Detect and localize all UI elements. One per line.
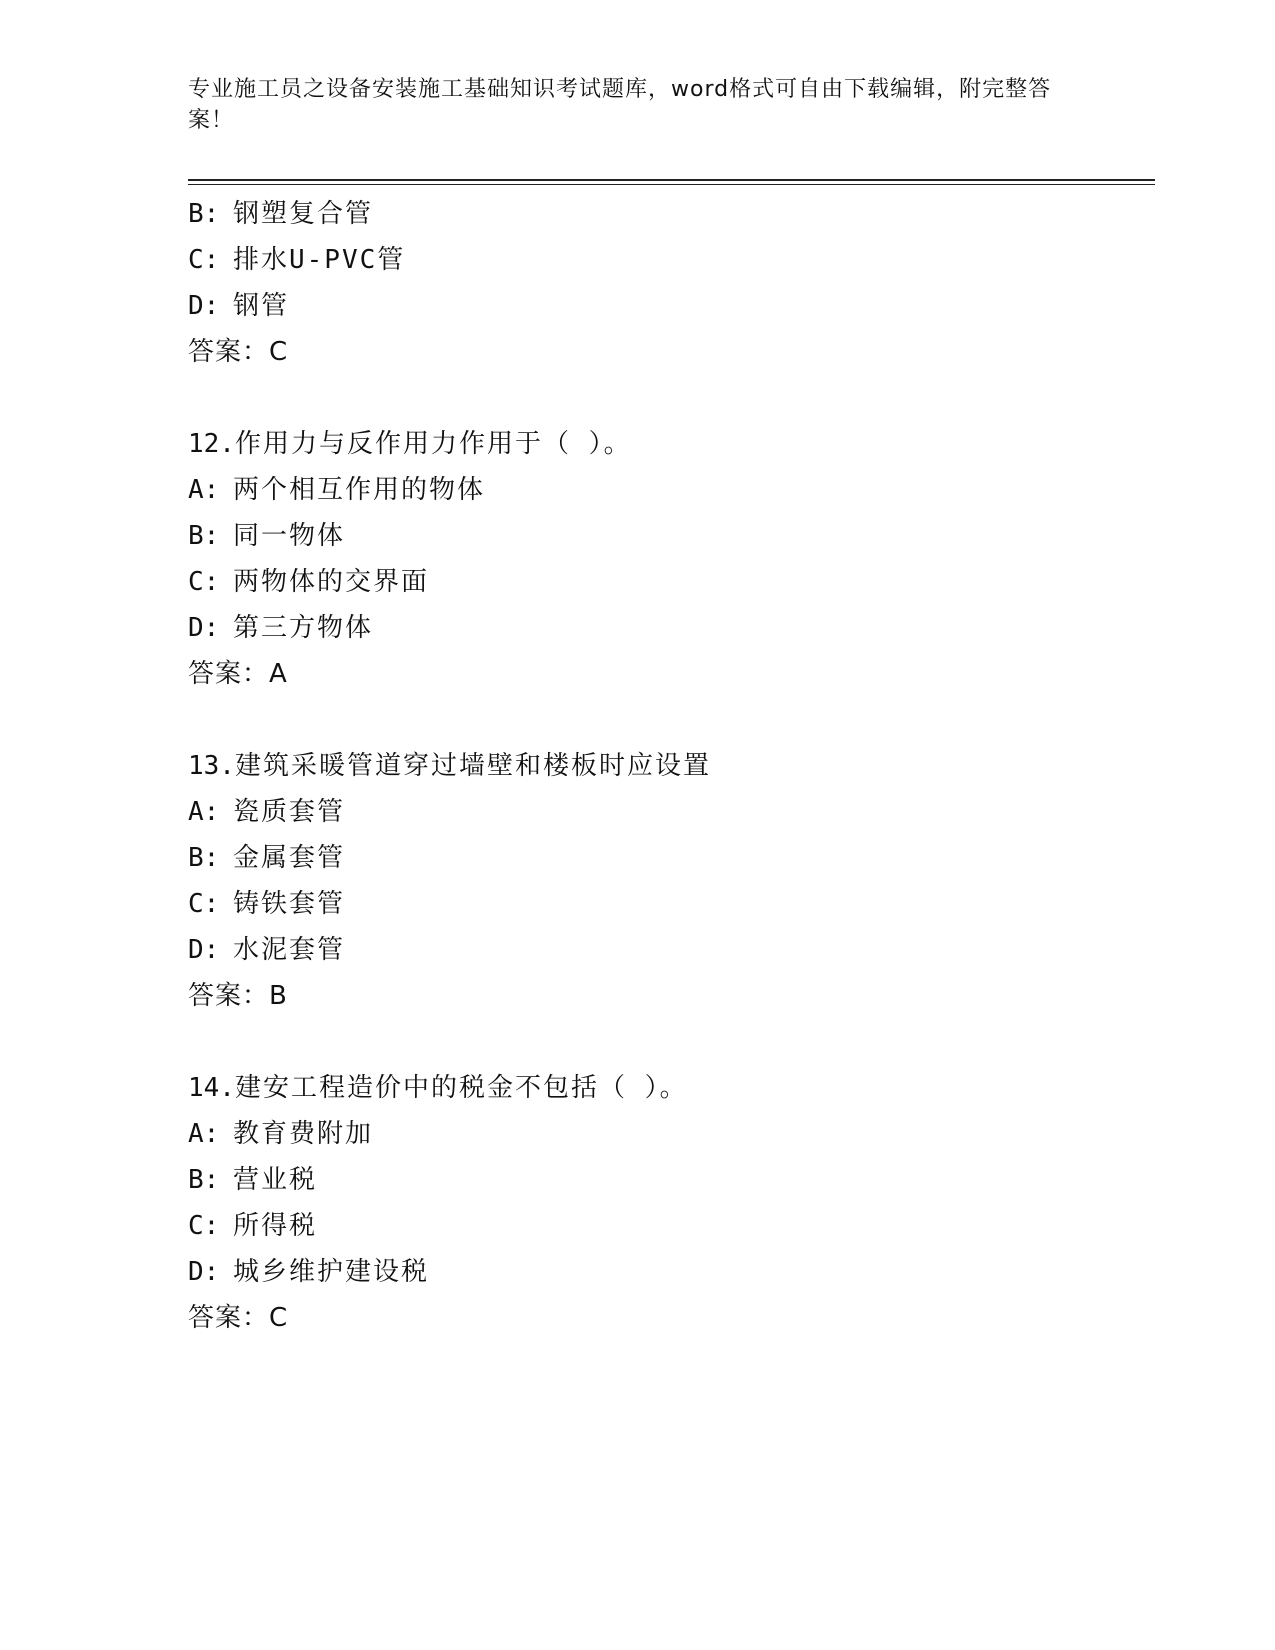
question-stem [188,421,1148,467]
option-text: 瓷质套管 [233,797,346,827]
option-c [188,559,1148,605]
option-text: 铸铁套管 [233,889,346,919]
option-text: 钢塑复合管 [233,199,374,229]
option-d [188,927,1148,973]
option-letter: C: [188,245,220,275]
option-b [188,191,1148,237]
answer-line: 答案：C [188,337,289,367]
option-a [188,467,1148,513]
option-letter: D: [188,1257,220,1287]
question-14 [188,1065,1148,1341]
option-text: 水泥套管 [233,935,346,965]
question-number: 12. [188,429,235,459]
header-rule-thick [188,179,1155,181]
option-letter: B: [188,199,220,229]
option-a [188,789,1148,835]
option-letter: C: [188,1211,220,1241]
question-stem [188,743,1148,789]
option-b [188,513,1148,559]
option-text: 所得税 [233,1211,318,1241]
option-d [188,605,1148,651]
question-12 [188,421,1148,697]
answer-line: 答案：A [188,659,288,689]
option-text: 第三方物体 [233,613,374,643]
option-letter: B: [188,843,220,873]
option-b [188,835,1148,881]
option-d [188,1249,1148,1295]
option-letter: D: [188,935,220,965]
option-letter: A: [188,797,220,827]
option-c [188,881,1148,927]
option-d [188,283,1148,329]
question-text: 建筑采暖管道穿过墙壁和楼板时应设置 [234,751,711,781]
option-b [188,1157,1148,1203]
question-continuation [188,191,1148,375]
option-text: 营业税 [233,1165,318,1195]
answer-line: 答案：C [188,1303,289,1333]
option-text: 排水U-PVC管 [233,245,406,275]
question-13 [188,743,1148,1019]
option-letter: B: [188,1165,220,1195]
option-text: 教育费附加 [233,1119,374,1149]
option-text: 两个相互作用的物体 [233,475,486,505]
option-letter: D: [188,291,220,321]
option-text: 城乡维护建设税 [233,1257,430,1287]
option-letter: B: [188,521,220,551]
option-c [188,237,1148,283]
option-a [188,1111,1148,1157]
option-text: 钢管 [233,291,290,321]
question-list [188,191,1148,1341]
option-text: 金属套管 [233,843,346,873]
answer-line: 答案：B [188,981,288,1011]
option-text: 同一物体 [233,521,346,551]
option-letter: D: [188,613,220,643]
question-text: 建安工程造价中的税金不包括（ ）。 [234,1073,688,1103]
option-letter: A: [188,475,220,505]
question-stem [188,1065,1148,1111]
document-header: 专业施工员之设备安装施工基础知识考试题库，word格式可自由下载编辑，附完整答案！ [188,77,1052,133]
option-letter: C: [188,889,220,919]
option-letter: C: [188,567,220,597]
question-number: 14. [188,1073,235,1103]
question-number: 13. [188,751,235,781]
option-c [188,1203,1148,1249]
header-rule-thin [188,184,1155,185]
option-letter: A: [188,1119,220,1149]
option-text: 两物体的交界面 [233,567,430,597]
question-text: 作用力与反作用力作用于（ ）。 [234,429,632,459]
